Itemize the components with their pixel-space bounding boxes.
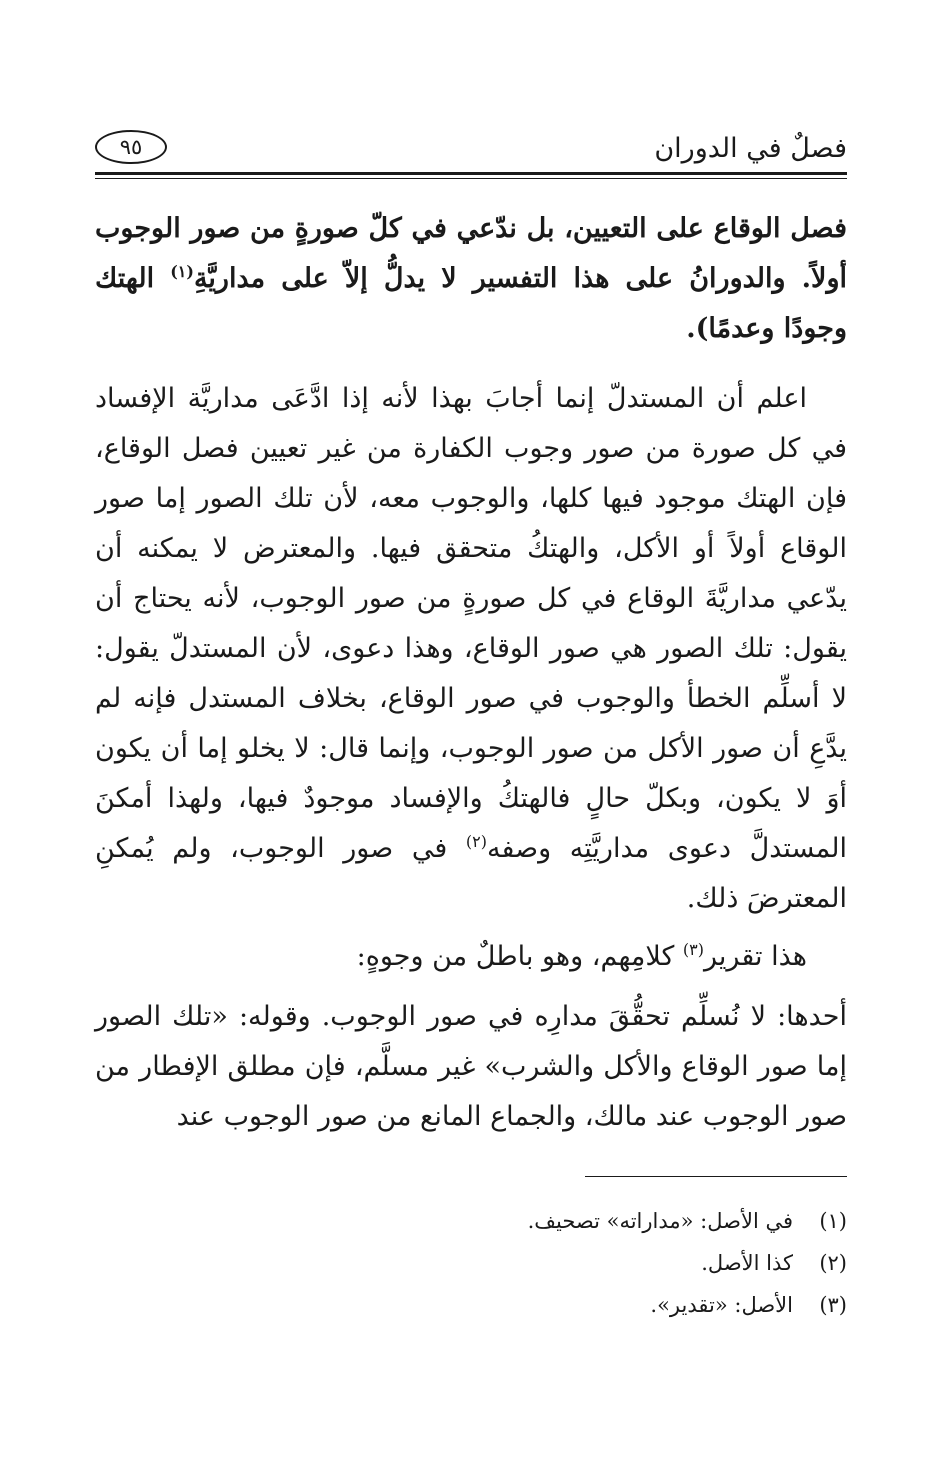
running-title: فصلٌ في الدوران xyxy=(654,133,847,164)
footnote-text: كذا الأصل. xyxy=(701,1251,793,1275)
footnote-1 xyxy=(95,1200,847,1242)
footnote-ref-3: (٣) xyxy=(682,940,705,959)
footnote-text: في الأصل: «مداراته» تصحيف. xyxy=(527,1209,793,1233)
paragraph-text: أحدها: لا نُسلِّم تحقُّقَ مدارِه في صور الوجوب. وقوله: «تلك الصور إما صور الوقاع والأكل والشرب» غير مسلَّم، فإن مطلق الإفطار من صور الوجوب عند مالك، والجماع المانع من صور الوجوب عند xyxy=(95,1001,847,1132)
paragraph-3 xyxy=(95,932,847,982)
footnote-separator xyxy=(585,1176,847,1177)
footnote-3 xyxy=(95,1284,847,1326)
footnotes xyxy=(95,1200,847,1326)
header-rule-thick xyxy=(95,172,847,175)
running-head xyxy=(95,128,847,172)
footnote-ref-1: (١) xyxy=(170,262,194,281)
body-text xyxy=(95,204,847,1142)
paragraph-text-continued: كلامِهم، وهو باطلٌ من وجوهٍ: xyxy=(356,941,683,972)
footnote-marker: (٢) xyxy=(819,1251,847,1275)
paragraph-1 xyxy=(95,204,847,354)
paragraph-text-continued: الهتك وجودًا وعدمًا). xyxy=(95,263,847,344)
footnote-text: الأصل: «تقدير». xyxy=(650,1293,793,1317)
paragraph-text: اعلم أن المستدلّ إنما أجابَ بهذا لأنه إذا ادَّعَى مداريَّة الإفساد في كل صورة من صور وجوب الكفارة من غير تعيين فصل الوقاع، فإن الهتك موجود فيها كلها، والوجوب معه، لأن تلك الصور إما صور الوقاع أولاً أو الأكل، والهتكُ متحقق فيها. والمعترض لا يمكنه أن يدّعي مداريَّةَ الوقاع في كل صورةٍ من صور الوجوب، لأنه يحتاج أن يقول: تلك الصور هي صور الوقاع، وهذا دعوى، لأن المستدلّ يقول: لا أسلِّم الخطأ والوجوب في صور الوقاع، بخلاف المستدل فإنه لم يدَّعِ أن صور الأكل من صور الوجوب، وإنما قال: لا يخلو إما أن يكون أوَ لا يكون، وبكلّ حالٍ فالهتكُ والإفساد موجودٌ فيها، ولهذا أمكنَ المستدلَّ دعوى مداريَّتِه وصفه xyxy=(95,383,847,864)
paragraph-4 xyxy=(95,992,847,1142)
header-rule-thin xyxy=(95,178,847,179)
footnote-2 xyxy=(95,1242,847,1284)
footnote-ref-2: (٢) xyxy=(465,832,488,851)
paragraph-text-continued: في صور الوجوب، ولم يُمكنِ المعترضَ ذلك. xyxy=(95,833,847,914)
paragraph-text: فصل الوقاع على التعيين، بل ندّعي في كلّ صورةٍ من صور الوجوب أولاً. والدورانُ على هذا التفسير لا يدلُّ إلاّ على مداريَّةِ xyxy=(95,213,847,294)
footnote-marker: (١) xyxy=(819,1209,847,1233)
paragraph-text: هذا تقرير xyxy=(704,941,807,972)
page-number: ٩٥ xyxy=(95,130,167,164)
footnote-marker: (٣) xyxy=(819,1293,847,1317)
paragraph-2 xyxy=(95,374,847,924)
